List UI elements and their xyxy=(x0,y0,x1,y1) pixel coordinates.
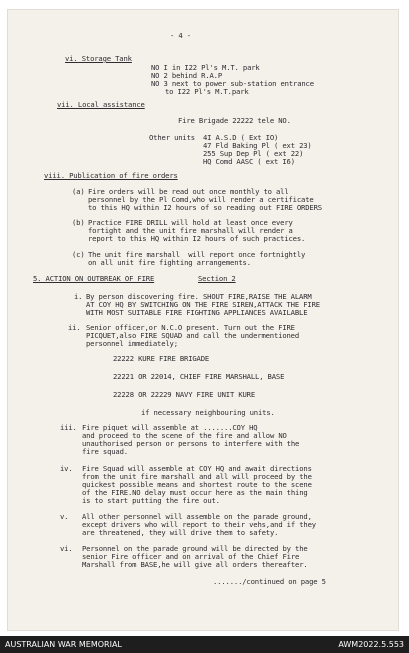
paragraph-line: All other personnel will assemble on the parade ground, xyxy=(82,512,312,521)
accession-number: AWM2022.5.553 xyxy=(338,640,404,649)
storage-line: NO I in I22 Pl's M.T. park xyxy=(151,63,260,72)
paragraph-line: senior Fire officer and on arrival of the Chief Fire xyxy=(82,552,300,561)
paragraph-line: and proceed to the scene of the fire and allow NO xyxy=(82,431,287,440)
unit-line: 47 Fld Baking Pl ( ext 23) xyxy=(203,141,312,150)
paragraph-line: report to this HQ within I2 hours of such practices. xyxy=(88,234,306,243)
paragraph-line: WITH MOST SUITABLE FIRE FIGHTING APPLIANCES AVAILABLE xyxy=(86,308,308,317)
paragraph-line: Practice FIRE DRILL will hold at least once every xyxy=(88,218,293,227)
contact-line: 22228 OR 22229 NAVY FIRE UNIT KURE xyxy=(113,390,256,399)
paragraph-line: Fire orders will be read out once monthly to all xyxy=(88,187,289,196)
paragraph-line: are threatened, they will drive them to safety. xyxy=(82,528,279,537)
paragraph-line: Personnel on the parade ground will be directed by the xyxy=(82,544,308,553)
paragraph-line: The unit fire marshall will report once fortnightly xyxy=(88,250,306,259)
paragraph-line: except drivers who will report to their vehs,and if they xyxy=(82,520,316,529)
storage-line: NO 2 behind R.A.P xyxy=(151,71,223,80)
section-subheading: Section 2 xyxy=(198,274,236,283)
item-marker: iv. xyxy=(60,464,73,473)
paragraph-line: AT COY HQ BY SWITCHING ON THE FIRE SIREN,ATTACK THE FIRE xyxy=(86,300,320,309)
item-marker: (a) xyxy=(72,187,85,196)
paragraph-line: fire squad. xyxy=(82,447,128,456)
continued-note: ......./continued on page 5 xyxy=(213,577,326,586)
page-number: - 4 - xyxy=(170,31,191,40)
unit-line: 255 Sup Dep Pl ( ext 22) xyxy=(203,149,304,158)
neighbouring-units-line: if necessary neighbouring units. xyxy=(141,408,275,417)
paragraph-line: personnel by the Pl Comd,who will render a certificate xyxy=(88,195,314,204)
contact-line: 22221 OR 22014, CHIEF FIRE MARSHALL, BASE xyxy=(113,372,285,381)
paragraph-line: Senior officer,or N.C.O present. Turn out the FIRE xyxy=(86,323,295,332)
paragraph-line: Marshall from BASE,he will give all orders thereafter. xyxy=(82,560,308,569)
paragraph-line: PICQUET,also FIRE SQUAD and call the undermentioned xyxy=(86,331,300,340)
unit-line: 4I A.S.D ( Ext IO) xyxy=(203,133,279,142)
local-assistance-heading: vii. Local assistance xyxy=(57,100,145,109)
document-page xyxy=(8,10,398,630)
item-marker: (c) xyxy=(72,250,85,259)
paragraph-line: from the unit fire marshall and all will proceed by the xyxy=(82,472,312,481)
item-marker: iii. xyxy=(60,423,77,432)
storage-heading: vi. Storage Tank xyxy=(65,54,132,63)
paragraph-line: to this HQ within I2 hours of so reading out FIRE ORDERS xyxy=(88,203,322,212)
paragraph-line: on all unit fire fighting arrangements. xyxy=(88,258,251,267)
archive-footer xyxy=(0,636,409,653)
publication-heading: viii. Publication of fire orders xyxy=(44,171,178,180)
storage-line: NO 3 next to power sub-station entrance xyxy=(151,79,314,88)
item-marker: v. xyxy=(60,512,69,521)
paragraph-line: Fire piquet will assemble at .......COY HQ xyxy=(82,423,258,432)
paragraph-line: of the FIRE.NO delay must occur here as the main thing xyxy=(82,488,308,497)
paragraph-line: is to start putting the fire out. xyxy=(82,496,220,505)
archive-name: AUSTRALIAN WAR MEMORIAL xyxy=(5,640,122,649)
paragraph-line: unauthorised person or persons to interfere with the xyxy=(82,439,300,448)
section-heading: 5. ACTION ON OUTBREAK OF FIRE xyxy=(33,274,155,283)
paragraph-line: personnel immediately; xyxy=(86,339,178,348)
item-marker: ii. xyxy=(68,323,81,332)
item-marker: (b) xyxy=(72,218,85,227)
paragraph-line: fortight and the unit fire marshall will render a xyxy=(88,226,293,235)
fire-brigade-line: Fire Brigade 22222 tele NO. xyxy=(178,116,291,125)
other-units-label: Other units xyxy=(149,133,195,142)
contact-line: 22222 KURE FIRE BRIGADE xyxy=(113,354,210,363)
paragraph-line: Fire Squad will assemble at COY HQ and await directions xyxy=(82,464,312,473)
unit-line: HQ Comd AASC ( ext I6) xyxy=(203,157,295,166)
item-marker: vi. xyxy=(60,544,73,553)
item-marker: i. xyxy=(74,292,83,301)
paragraph-line: By person discovering fire. SHOUT FIRE,RAISE THE ALARM xyxy=(86,292,312,301)
paragraph-line: quickest possible means and shortest route to the scene xyxy=(82,480,312,489)
storage-line: to I22 Pl's M.T.park xyxy=(165,87,249,96)
